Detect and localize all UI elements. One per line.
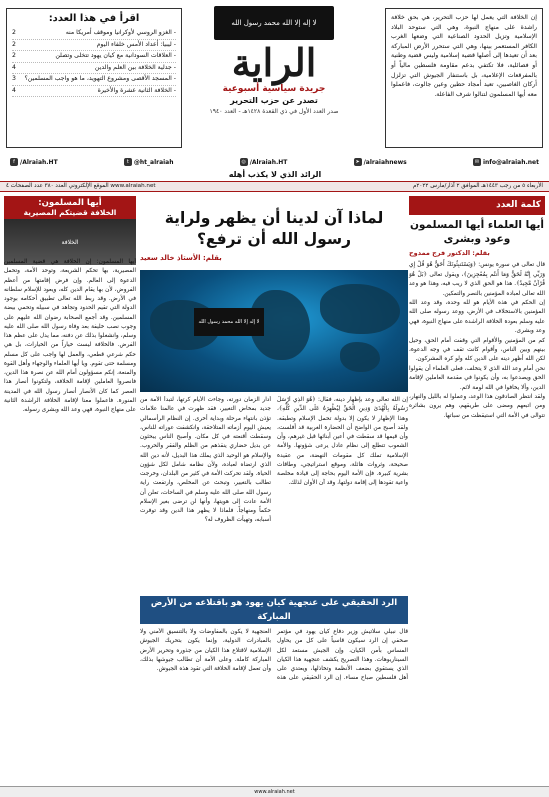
instagram-icon: ◎ xyxy=(241,159,246,165)
facebook-icon: f xyxy=(10,158,18,166)
section-header: كلمة العدد xyxy=(409,196,545,215)
paragraph: نحن أمام وعد الله الذي لا يتخلف، فعلى العلماء أن يقولوا الحق ويصدعوا به، وأن يكونوا في مقدمة العاملين لإقامة الدين، وألا يخافوا في الله لومة لائم. xyxy=(409,365,545,391)
toc-item[interactable]: - الخلافة الثانية عشرة والأخيرة 4 xyxy=(12,86,176,98)
logo-subtitle: جريدة سياسية أسبوعية xyxy=(222,83,326,94)
logo-title: الراية xyxy=(231,40,317,85)
editorial-title[interactable]: أيها العلماء أيها المسلمون وعود وبشرى xyxy=(409,218,545,245)
paragraph: قال تعالى في سورة يونس: ﴿وَيَسْتَنبِئُونَكَ أَحَقٌّ هُوَ قُلْ إِي وَرَبِّي إِنَّهُ لَحَقٌّ وَمَا أَنتُم بِمُعْجِزِينَ﴾، ويقول تعالى ﴿بَلْ هُوَ قُرْآنٌ مَّجِيدٌ﴾. هذا هو الحق الذي لا ريب فيه، وهذا هو وعد الله تعالى لعباده المؤمنين بالنصر والتمكين. xyxy=(409,262,545,297)
toc-title: اقرأ في هذا العدد: xyxy=(48,13,140,24)
publisher: تصدر عن حزب التحرير xyxy=(230,95,318,105)
paragraph: إن الحكم في هذه الأيام هو لله وحده، وقد وعد الله المؤمنين بالاستخلاف في الأرض، ووعد رسوله صلى الله عليه وسلم بعودة الخلافة الراشدة على منهاج النبوة، فهي وعد وبشرى. xyxy=(409,300,545,335)
email-icon: ✉ xyxy=(474,159,480,165)
footer[interactable]: www.alraiah.net xyxy=(0,786,549,797)
editorial-column xyxy=(409,196,545,794)
issue-number: www.alraiah.net الموقع الإلكتروني العدد ٣٨٠ عدد الصفحات ٤ xyxy=(6,183,156,189)
toc-item[interactable]: - الغزو الروسي لأوكرانيا وموقف أمريكا منه 2 xyxy=(12,28,176,40)
issue-info-bar xyxy=(0,181,549,192)
black-flag-icon: لا إله إلا الله محمد رسول الله xyxy=(214,6,334,40)
toc-item[interactable]: - جدلية الخلافة بين العلم والدين 4 xyxy=(12,63,176,75)
table-of-contents xyxy=(6,8,182,148)
toc-item[interactable]: - ليبيا: أعداد الأمس خلفاء اليوم 2 xyxy=(12,40,176,52)
motto: الرائد الذي لا يكذب أهله xyxy=(228,170,322,179)
editorial-byline: بقلم: الدكتور فرج ممدوح xyxy=(409,248,490,257)
intro-text: إن الخلافة التي يعمل لها حزب التحرير، هي بحق خلافة راشدة على منهاج النبوة، وهي التي ستوحد البلاد الإسلامية وتزيل الحدود الصناعية التي وضعها الغرب الكافر المستعمر بينها، وهي التي ستحرر الأرض المباركة بعد أن تعيدها إلى أصلها قضية إسلامية وليس قضية وطنية أو فصائلية، فلا تكتفي بدعم مقاومة فلسطين مالياً أو بالمفرقعات الإعلامية، بل باستنفار الجيوش التي تزلزل أركان الغاصبين، تعيد أمجاد حطين وعين جالوت، فاعملوا معه أيها المسلمون لتنالوا شرف الفاعلة. xyxy=(391,14,537,98)
newspaper-logo[interactable] xyxy=(190,6,358,148)
facebook-link[interactable]: f /Alraiah.HT xyxy=(10,158,58,166)
paragraph: كم من المؤمنين والأقوام التي وقفت أمام الحق، وحيل بينهم وبين الناس، وأقوام كانت تقف في وجه الدعوة، لكن الله أظهر دينه على الدين كله ولو كره المشركون. xyxy=(409,337,545,363)
article-column-left: أيها المسلمون: إن الخلافة هي قضية المسلمين المصيرية، بها تحكم الشريعة، وتوحد الأمة، وتحمل الدعوة إلى العالم. وإن فرض إقامتها من أعظم الفروض، لأن بها يقام الدين كله، ويعود للإسلام سلطانه في الأرض. وقد ربط الله تعالى تطبيق أحكامه بوجود الدولة التي تقيم الحدود وتجاهد في سبيله وتحمي بيضة المسلمين. وقد أجمع الصحابة رضوان الله عليهم على وجوب نصب خليفة بعد وفاة رسول الله صلى الله عليه وسلم، وانشغلوا بذلك عن دفنه، مما يدل على عظم هذا الفرض. فالخلافة ليست خياراً من الخيارات، بل هي حكم شرعي قطعي، والعمل لها واجب على كل مسلم ومسلمة حتى تقوم. ويا أيها العلماء والوجهاء وأهل القوة والمنعة، إنكم مسؤولون أمام الله عن نصرة هذا الدين، فانصروا العاملين لإقامة الخلافة، ولتكونوا أنصار هذا العصر كما كان الأنصار أنصار رسول الله في المدينة المنورة. فاعملوا معنا لإقامة الخلافة الراشدة الثانية على منهاج النبوة، فهي وعد الله وبشرى رسوله. xyxy=(4,259,136,414)
instagram-link[interactable]: ◎ /Alraiah.HT xyxy=(241,158,288,166)
issue-date: الأربعاء ٥ من رجب ١٤٤٣هـ الموافق ٢ آذار/مارس ٢٠٢٢م xyxy=(412,183,543,189)
secondary-headline[interactable]: الرد الحقيقي على عنجهية كيان يهود هو باقتلاعه من الأرض المباركة xyxy=(140,596,408,624)
article-column-right: إن الله تعالى وعد بإظهار دينه، فقال: ﴿هُوَ الَّذِي أَرْسَلَ رَسُولَهُ بِالْهُدَىٰ وَدِينِ الْحَقِّ لِيُظْهِرَهُ عَلَى الدِّينِ كُلِّهِ﴾، وهذا الإظهار لا يكون إلا بدولة تحمل الإسلام وتطبقه. ولقد أصبح من الواضح أن الحضارة الغربية قد أفلست، وأن قيمها قد سقطت في أعين أبنائها قبل غيرهم، وأن الشعوب تتطلع إلى نظام عادل يرعى شؤونها. والأمة الإسلامية تملك كل مقومات النهضة، من عقيدة صحيحة، وثروات هائلة، وموقع استراتيجي، وطاقات بشرية كبيرة. فإن الأمة اليوم بحاجة إلى قيادة مخلصة واعية تقودها إلى إقامة دولتها، وقد آن الأوان لذلك. xyxy=(277,397,408,487)
main-article xyxy=(4,196,408,794)
secondary-article-text: قال نبيلي سلاتيش وزير دفاع كيان يهود في مؤتمر صحفي إن الرد سيكون قاسياً على كل من يحاول المساس بأمن الكيان، وإن الجيش مستعد لكل السيناريوهات. وهذا التصريح يكشف عنجهية هذا الكيان الذي يستقوي بضعف الأنظمة وتخاذلها، ويعتدي على أهل فلسطين صباح مساء. إن الرد الحقيقي على هذه العنجهية لا يكون بالمفاوضات ولا بالتنسيق الأمني ولا بالمبادرات الدولية، وإنما يكون بتحريك الجيوش الإسلامية لاقتلاع هذا الكيان من جذوره وتحرير الأرض المباركة كاملة. وعلى الأمة أن تطالب جيوشها بذلك، وأن تعمل لإقامة الخلافة التي تقود هذه الجيوش. xyxy=(140,629,408,682)
email-link[interactable]: ✉ info@alraiah.net xyxy=(474,158,539,166)
toc-item[interactable]: - العلاقات السودانية مع كيان يهود تتخلى وتصلن 2 xyxy=(12,51,176,63)
social-bar xyxy=(0,154,549,170)
article-column-mid: أدار الزمان دورته، وجاءت الأيام كرتها، لتبدأ الأمة من جديد بمخاض التغيير، فقد ظهرت في عالمنا علامات تؤذن بانتهاء مرحلة وبداية أخرى. إن النظام الرأسمالي يعيش اليوم أزماته المتلاحقة، وانكشفت عوراته للناس، وسقطت أقنعته في كل مكان. وأصبح الناس يبحثون عن بديل حضاري ينقذهم من الظلم والفقر والحروب. والإسلام هو الوحيد الذي يملك هذا البديل، لأنه دين الله الذي ارتضاه لعباده، ولأن نظامه شامل لكل شؤون الحياة. ولقد تحركت الأمة في كثير من البلدان، وخرجت تطالب بالتغيير، وتبحث عن المخلص، وارتفعت راية رسول الله صلى الله عليه وسلم في الساحات، تعلن أن الأمة عادت إلى هويتها، وأنها لن ترضى بغير الإسلام حكماً ومنهاجاً. فلماذا لا يظهر هذا الدين وقد توفرت أسبابه، وتهيأت الظروف له؟ xyxy=(140,397,271,524)
intro-box xyxy=(385,8,543,148)
banner-image: الخلافة xyxy=(4,219,136,265)
masthead xyxy=(0,0,549,152)
main-byline: بقلم: الأستاذ خالد سعيد xyxy=(140,253,222,262)
toc-item[interactable]: - المسجد الأقصى ومشروع التهويد، ما هو واجب المسلمين؟ 3 xyxy=(12,74,176,86)
telegram-link[interactable]: ➤ /alraiahnews xyxy=(355,158,407,166)
paragraph: ولقد انتظر الصادقون هذا الوعد، وعملوا له بالليل والنهار، ومن اتبعهم ومضى على طريقهم، وهم يرون بشائره تتوالى في الأمة التي استيقظت من سباتها. xyxy=(409,393,545,419)
world-map-image xyxy=(140,270,408,392)
twitter-link[interactable]: t @ht_alraiah xyxy=(124,158,174,166)
banner-title: أيها المسلمون: xyxy=(4,196,136,208)
issue-info: صدر العدد الأول في ذي القعدة ١٤٢٨هـ - العدد ١٩٤٠ xyxy=(209,107,339,115)
banner-subtitle: الخلافة قضيتكم المصيرية xyxy=(4,208,136,219)
main-headline[interactable]: لماذا آن لدينا أن يظهر ولراية رسول الله أن ترفع؟ xyxy=(164,209,384,248)
black-flag-icon: لا إله إلا الله محمد رسول الله xyxy=(194,308,264,336)
twitter-icon: t xyxy=(124,158,132,166)
khilafah-banner[interactable] xyxy=(4,196,136,265)
telegram-icon: ➤ xyxy=(355,159,360,165)
